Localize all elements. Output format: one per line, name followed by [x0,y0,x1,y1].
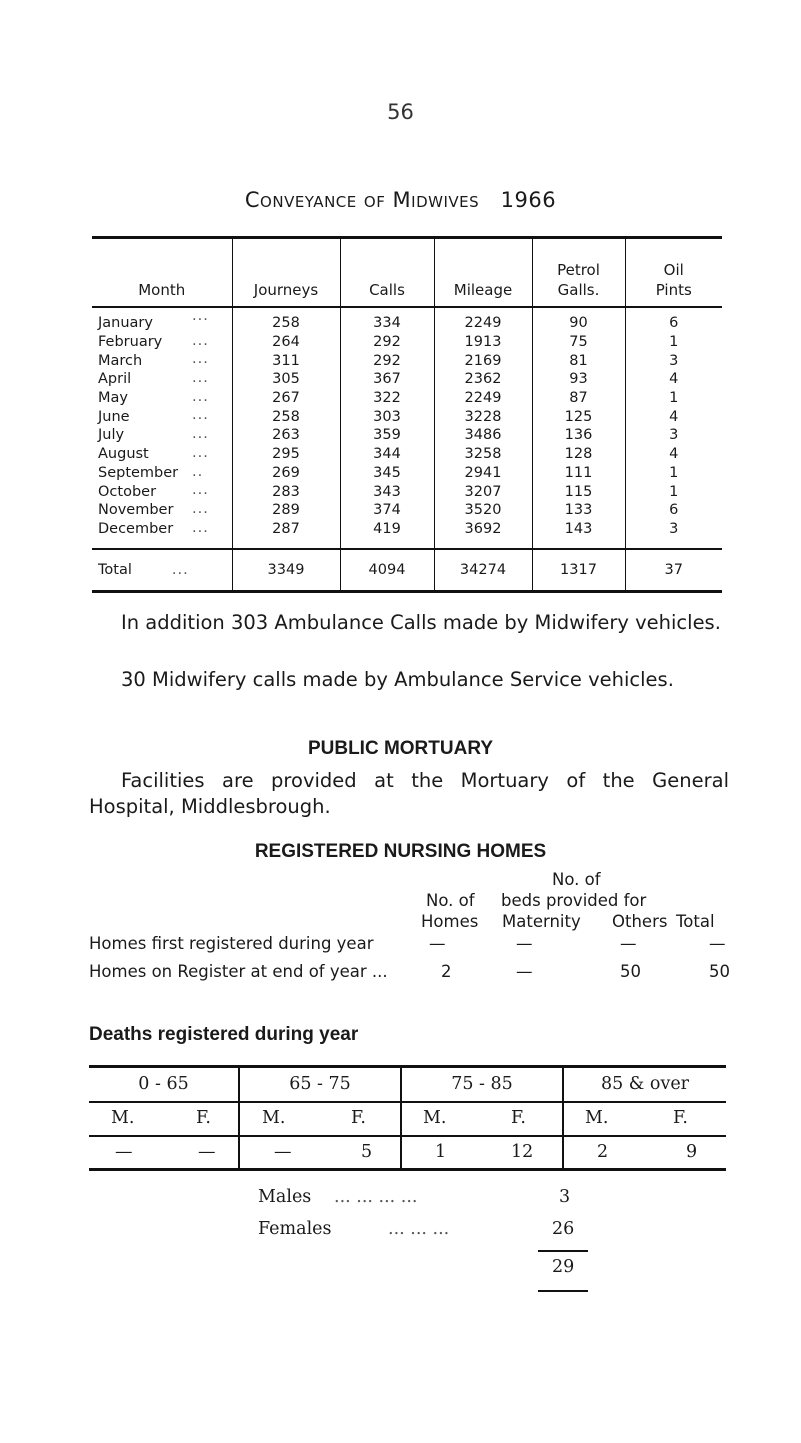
conveyance-table [92,236,722,593]
nh-cell-homes: 2 [441,962,452,981]
title-text: Conveyance of Midwives [244,188,480,212]
ambulance-calls-paragraph: In addition 303 Ambulance Calls made by Midwifery vehicles. [121,611,721,634]
oil-cell: 1 [625,333,722,352]
male-label: M. [262,1108,286,1128]
nh-cell-others: — [620,934,637,953]
deaths-rule [89,1135,726,1137]
calls-cell: 345 [340,464,434,483]
nh-col-others: Others [612,912,668,931]
nh-cell-others: 50 [620,962,641,981]
month-cell [92,307,232,333]
deaths-0-65-male: — [115,1142,133,1162]
male-label: M. [111,1108,135,1128]
table-row [92,333,722,352]
table-row [92,351,722,370]
deaths-65-75-female: 5 [361,1142,373,1162]
table-row [92,426,722,445]
month-label: April [98,371,132,388]
nh-row-label: Homes first registered during year [89,934,374,953]
calls-cell: 367 [340,370,434,389]
midwifery-calls-paragraph: 30 Midwifery calls made by Ambulance Service vehicles. [121,668,674,691]
table-row [92,389,722,408]
total-oil-cell: 37 [625,549,722,590]
calls-cell: 359 [340,426,434,445]
leader-dots: ... [192,444,209,461]
deaths-75-85-female: 12 [511,1142,534,1162]
col-header-petrol-line2: Galls. [557,281,600,299]
mileage-cell: 2249 [434,307,532,333]
oil-cell: 3 [625,520,722,550]
journeys-cell: 269 [232,464,340,483]
col-header-journeys: Journeys [232,239,340,307]
journeys-cell: 311 [232,351,340,370]
total-rule-top [538,1250,588,1252]
journeys-cell: 287 [232,520,340,550]
female-label: F. [351,1108,366,1128]
journeys-cell: 267 [232,389,340,408]
page-number: 56 [387,100,414,124]
table-row [92,520,722,550]
oil-cell: 3 [625,351,722,370]
table-row [92,407,722,426]
leader-dots: ... [192,332,209,349]
nh-col-homes: Homes [421,912,479,931]
petrol-cell: 81 [532,351,625,370]
petrol-cell: 128 [532,445,625,464]
mileage-cell: 3228 [434,407,532,426]
deaths-table [89,1065,726,1171]
age-range-85-over: 85 & over [600,1074,690,1094]
calls-cell: 343 [340,482,434,501]
total-petrol-cell: 1317 [532,549,625,590]
age-range-65-75: 65 - 75 [289,1074,351,1094]
month-label: July [98,427,125,444]
deaths-0-65-female: — [198,1142,216,1162]
mileage-cell: 3207 [434,482,532,501]
journeys-cell: 258 [232,407,340,426]
mortuary-paragraph: Facilities are provided at the Mortuary of the General Hospital, Middlesbrough. [89,769,729,818]
journeys-cell: 263 [232,426,340,445]
petrol-cell: 143 [532,520,625,550]
total-rule-bottom [538,1290,588,1292]
month-label: March [98,352,143,369]
month-label: September [98,464,179,481]
females-label: Females [258,1219,332,1239]
leader-dots: ... [192,519,209,536]
leader-dots: ... [192,426,209,443]
leader-dots: .. [192,463,204,480]
male-label: M. [585,1108,609,1128]
nh-row-first-registered [89,934,729,954]
calls-cell: 292 [340,351,434,370]
month-cell [92,407,232,426]
month-label: November [98,502,174,519]
calls-cell: 419 [340,520,434,550]
title-year: 1966 [500,188,557,212]
females-count: 26 [552,1219,575,1239]
month-label: October [98,483,157,500]
total-label: Total [98,562,132,579]
table-row [92,482,722,501]
nh-row-label: Homes on Register at end of year ... [89,962,388,981]
petrol-cell: 75 [532,333,625,352]
males-label: Males [258,1187,312,1207]
leader-dots: ... [192,500,209,517]
month-cell [92,445,232,464]
month-label: August [98,446,149,463]
deaths-65-75-male: — [274,1142,292,1162]
oil-cell: 1 [625,482,722,501]
males-count: 3 [559,1187,571,1207]
leader-dots: ... [192,407,209,424]
col-header-oil-line1: Oil [663,261,684,279]
female-label: F. [196,1108,211,1128]
month-cell [92,351,232,370]
mileage-cell: 3258 [434,445,532,464]
month-label: June [98,408,130,425]
female-label: F. [673,1108,688,1128]
oil-cell: 6 [625,307,722,333]
petrol-cell: 90 [532,307,625,333]
total-journeys-cell: 3349 [232,549,340,590]
journeys-cell: 289 [232,501,340,520]
petrol-cell: 125 [532,407,625,426]
nh-cell-maternity: — [516,934,533,953]
month-cell [92,482,232,501]
journeys-cell: 258 [232,307,340,333]
oil-cell: 4 [625,370,722,389]
leader-dots: ... [171,562,189,579]
total-calls-cell: 4094 [340,549,434,590]
oil-cell: 6 [625,501,722,520]
nh-cell-total: — [709,934,726,953]
petrol-cell: 115 [532,482,625,501]
leader-dots: ... [192,482,209,499]
calls-cell: 322 [340,389,434,408]
calls-cell: 344 [340,445,434,464]
month-label: February [98,334,163,351]
col-header-petrol [532,239,625,307]
deaths-total-count: 29 [552,1257,575,1277]
calls-cell: 374 [340,501,434,520]
petrol-cell: 111 [532,464,625,483]
mileage-cell: 3692 [434,520,532,550]
nursing-homes-heading: REGISTERED NURSING HOMES [254,841,547,862]
journeys-cell: 264 [232,333,340,352]
table-row [92,370,722,389]
col-header-calls: Calls [340,239,434,307]
month-label: May [98,390,128,407]
deaths-heading: Deaths registered during year [89,1024,359,1045]
month-cell [92,333,232,352]
mileage-cell: 1913 [434,333,532,352]
age-range-0-65: 0 - 65 [138,1074,189,1094]
col-header-oil-line2: Pints [655,281,692,299]
oil-cell: 1 [625,464,722,483]
mileage-cell: 2249 [434,389,532,408]
mileage-cell: 3486 [434,426,532,445]
table-row [92,464,722,483]
month-label: January [98,315,153,332]
col-header-oil [625,239,722,307]
calls-cell: 292 [340,333,434,352]
petrol-cell: 93 [532,370,625,389]
leader-dots: ... [192,388,209,405]
nh-header-no-of: No. of [426,891,475,910]
col-header-mileage: Mileage [434,239,532,307]
calls-cell: 303 [340,407,434,426]
petrol-cell: 133 [532,501,625,520]
oil-cell: 4 [625,445,722,464]
table-header-row [92,239,722,307]
petrol-cell: 87 [532,389,625,408]
oil-cell: 1 [625,389,722,408]
table-row [92,307,722,333]
petrol-cell: 136 [532,426,625,445]
deaths-75-85-male: 1 [435,1142,447,1162]
oil-cell: 4 [625,407,722,426]
mileage-cell: 2362 [434,370,532,389]
leader-dots: ... [192,308,209,324]
nh-cell-total: 50 [709,962,730,981]
month-cell [92,501,232,520]
mortuary-heading: PUBLIC MORTUARY [307,738,494,759]
nh-header-top: No. of [552,870,601,889]
males-dots: ... ... ... ... [334,1187,418,1207]
nh-col-total: Total [676,912,715,931]
col-header-petrol-line1: Petrol [557,261,600,279]
nh-cell-homes: — [429,934,446,953]
male-label: M. [423,1108,447,1128]
mileage-cell: 2941 [434,464,532,483]
females-dots: ... ... ... [388,1219,450,1239]
month-cell [92,464,232,483]
table-row [92,501,722,520]
deaths-85-over-female: 9 [686,1142,698,1162]
month-cell [92,520,232,550]
oil-cell: 3 [625,426,722,445]
table-row [92,445,722,464]
total-row [92,549,722,590]
month-cell [92,426,232,445]
mileage-cell: 3520 [434,501,532,520]
page-title [0,188,801,212]
leader-dots: ... [192,370,209,387]
mileage-cell: 2169 [434,351,532,370]
nh-col-maternity: Maternity [502,912,581,931]
col-header-month: Month [92,239,232,307]
journeys-cell: 305 [232,370,340,389]
journeys-cell: 283 [232,482,340,501]
journeys-cell: 295 [232,445,340,464]
nh-header-beds: beds provided for [501,891,647,910]
total-label-cell [92,549,232,590]
calls-cell: 334 [340,307,434,333]
deaths-rule [89,1101,726,1103]
female-label: F. [511,1108,526,1128]
month-cell [92,389,232,408]
leader-dots: ... [192,351,209,368]
month-label: December [98,520,174,537]
month-cell [92,370,232,389]
nh-cell-maternity: — [516,962,533,981]
nh-row-on-register [89,962,729,982]
deaths-85-over-male: 2 [597,1142,609,1162]
total-mileage-cell: 34274 [434,549,532,590]
age-range-75-85: 75 - 85 [451,1074,513,1094]
